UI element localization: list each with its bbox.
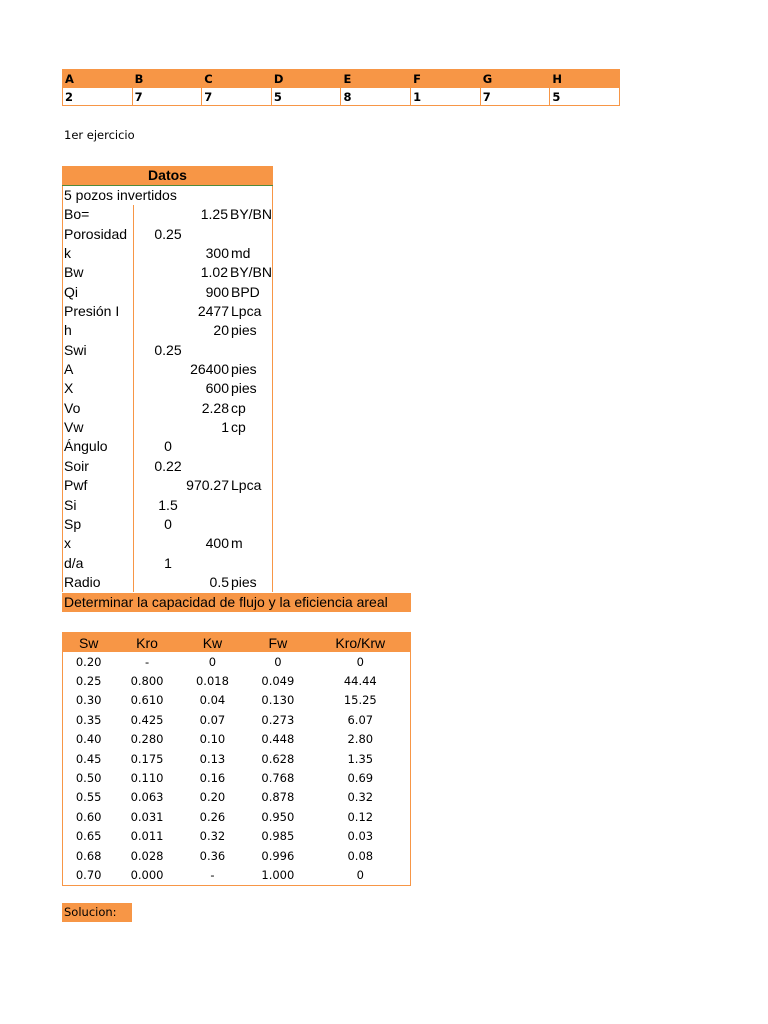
letter-header-row [63,70,620,88]
letter-value-row [63,88,620,106]
datos-row [63,534,272,553]
datos-value: 0.25 [154,225,182,242]
datos-value: 970.27 [186,477,229,494]
table-cell: 0.30 [75,693,102,708]
table-row [63,749,411,768]
datos-row [63,437,272,456]
datos-label: Si [64,496,77,513]
table-cell: 0.20 [75,654,102,669]
datos-unit: md [231,245,251,262]
datos-intro-row [63,186,272,205]
datos-unit: BY/BN [229,264,272,281]
datos-label: A [64,361,74,378]
datos-value: 1.5 [158,496,178,513]
table-row [63,671,411,690]
table-cell: 0.018 [195,674,229,689]
datos-label: x [64,535,71,552]
table-cell: 0.049 [261,674,295,689]
datos-row [63,244,272,263]
letter-value-cell: 7 [132,88,202,106]
datos-row [63,457,272,476]
table-cell: 0.12 [347,809,374,824]
datos-value: 400 [205,535,229,552]
table-cell: 0.10 [199,732,226,747]
table-cell: 0.50 [75,771,102,786]
table-cell: 0.273 [261,712,295,727]
saturation-header-cell: Kw [180,633,245,653]
table-cell: 1.35 [347,751,374,766]
datos-intro: 5 pozos invertidos [64,187,177,203]
table-cell: 0 [274,654,282,669]
table-cell: 0.65 [75,829,102,844]
table-cell: 0.628 [261,751,295,766]
datos-unit: m [231,535,243,552]
table-cell: 0.70 [75,867,102,882]
datos-label: Qi [64,283,78,300]
table-cell: 0.35 [75,712,102,727]
table-cell: 0.950 [261,809,295,824]
letter-value-cell: 7 [202,88,272,106]
datos-title: Datos [148,167,187,183]
datos-value: 300 [205,245,229,262]
datos-row [63,283,272,302]
datos-value: 0.5 [209,573,229,590]
table-cell: 0.45 [75,751,102,766]
datos-value: 1 [221,419,229,436]
datos-value: 1.02 [200,264,228,281]
table-cell: 0.448 [261,732,295,747]
letter-value-cell: 5 [550,88,620,106]
table-cell: 0.16 [199,771,226,786]
datos-row [63,496,272,515]
datos-value: 26400 [190,361,229,378]
datos-value: 1.25 [200,206,228,223]
datos-value: 1 [164,554,172,571]
datos-value: 2477 [197,303,229,320]
datos-value: 0.22 [154,457,182,474]
table-cell: 0.03 [347,829,374,844]
datos-row [63,554,272,573]
datos-unit: Lpca [231,303,262,320]
datos-value: 0 [164,438,172,455]
datos-value: 0 [164,515,172,532]
letter-value-cell: 7 [480,88,550,106]
letter-header-cell: G [480,70,550,88]
datos-label: Vo [64,399,81,416]
saturation-header-row [63,633,411,653]
table-cell: 0.175 [130,751,164,766]
table-cell: 0.996 [261,848,295,863]
datos-label: Bw [64,264,84,281]
letter-header-cell: D [271,70,341,88]
datos-block [62,166,273,592]
datos-unit: cp [231,419,246,436]
table-row [63,807,411,826]
datos-value: 20 [213,322,229,339]
question-banner: Determinar la capacidad de flujo y la eficiencia areal [62,593,411,612]
table-cell: 1.000 [261,867,295,882]
datos-label: Soir [64,457,89,474]
table-cell: 0.07 [199,712,226,727]
table-cell: 0.768 [261,771,295,786]
table-cell: 0.26 [199,809,226,824]
datos-unit: pies [231,361,257,378]
saturation-header-cell: Fw [245,633,310,653]
saturation-table [62,632,411,886]
table-row [63,730,411,749]
letter-value-table [62,69,620,106]
table-row [63,827,411,846]
datos-label: h [64,322,72,339]
exercise-label: 1er ejercicio [64,128,135,142]
datos-row [63,476,272,495]
table-cell: 0.031 [130,809,164,824]
table-cell: - [144,654,150,669]
table-cell: 44.44 [343,674,377,689]
datos-unit: pies [231,322,257,339]
table-cell: 0.08 [347,848,374,863]
letter-value-cell: 8 [341,88,411,106]
letter-value-cell: 5 [271,88,341,106]
datos-label: Vw [64,419,84,436]
table-cell: 0 [356,867,364,882]
table-cell: 15.25 [343,693,377,708]
table-row [63,710,411,729]
datos-unit: pies [231,573,257,590]
table-row [63,788,411,807]
table-cell: 0.280 [130,732,164,747]
letter-header-cell: E [341,70,411,88]
table-cell: 0.063 [130,790,164,805]
table-cell: 0.04 [199,693,226,708]
table-row [63,768,411,787]
datos-label: Swi [64,341,87,358]
saturation-header-cell: Kro/Krw [311,633,411,653]
datos-unit: cp [231,399,246,416]
datos-label: k [64,245,71,262]
datos-value: 0.25 [154,341,182,358]
datos-row [63,360,272,379]
table-cell: 0.32 [199,829,226,844]
table-cell: 0.110 [130,771,164,786]
datos-unit: Lpca [231,477,262,494]
table-cell: 6.07 [347,712,374,727]
datos-value: 2.28 [201,399,229,416]
datos-unit: BPD [231,283,260,300]
saturation-body [63,652,411,885]
datos-row [63,418,272,437]
table-cell: 0.000 [130,867,164,882]
datos-body [62,186,273,592]
datos-row [63,341,272,360]
datos-row [63,205,272,224]
letter-header-cell: H [550,70,620,88]
table-cell: 0.878 [261,790,295,805]
datos-row [63,302,272,321]
table-cell: 0.40 [75,732,102,747]
datos-label: Pwf [64,477,88,494]
table-cell: - [210,867,215,882]
table-row [63,846,411,865]
table-cell: 0.425 [130,712,164,727]
letter-header-cell: C [202,70,272,88]
table-cell: 0.011 [130,829,164,844]
datos-row [63,573,272,592]
table-cell: 0.130 [261,693,295,708]
datos-value: 600 [205,380,229,397]
datos-row [63,263,272,282]
datos-unit: BY/BN [229,206,272,223]
table-row [63,865,411,885]
datos-row [63,321,272,340]
letter-value-cell: 1 [411,88,481,106]
table-cell: 0.36 [199,848,226,863]
saturation-header-cell: Kro [114,633,179,653]
datos-row [63,225,272,244]
table-cell: 0.985 [261,829,295,844]
datos-label: Bo= [64,206,90,223]
datos-label: Radio [64,573,101,590]
datos-label: Porosidad [64,225,128,242]
datos-row [63,379,272,398]
table-cell: 0.028 [130,848,164,863]
table-row [63,652,411,671]
table-cell: 0.69 [347,771,374,786]
table-cell: 2.80 [347,732,374,747]
table-cell: 0.68 [75,848,102,863]
letter-header-cell: A [63,70,133,88]
table-row [63,691,411,710]
table-cell: 0 [208,654,217,669]
table-cell: 0.32 [347,790,374,805]
datos-label: X [64,380,74,397]
datos-unit: pies [231,380,257,397]
table-cell: 0.610 [130,693,164,708]
letter-header-cell: B [132,70,202,88]
datos-value: 900 [205,283,229,300]
datos-row [63,399,272,418]
table-cell: 0.13 [199,751,226,766]
table-cell: 0.55 [75,790,102,805]
table-cell: 0 [356,654,364,669]
table-cell: 0.60 [75,809,102,824]
solution-label: Solucion: [62,903,132,922]
datos-header [62,166,273,186]
letter-header-cell: F [411,70,481,88]
table-cell: 0.20 [199,790,226,805]
datos-label: Sp [64,515,82,532]
datos-label: Ángulo [64,438,108,455]
saturation-header-cell: Sw [63,633,115,653]
table-cell: 0.25 [75,674,102,689]
letter-value-cell: 2 [63,88,133,106]
datos-row [63,515,272,534]
table-cell: 0.800 [130,674,164,689]
datos-label: d/a [64,554,84,571]
datos-label: Presión I [64,303,120,320]
